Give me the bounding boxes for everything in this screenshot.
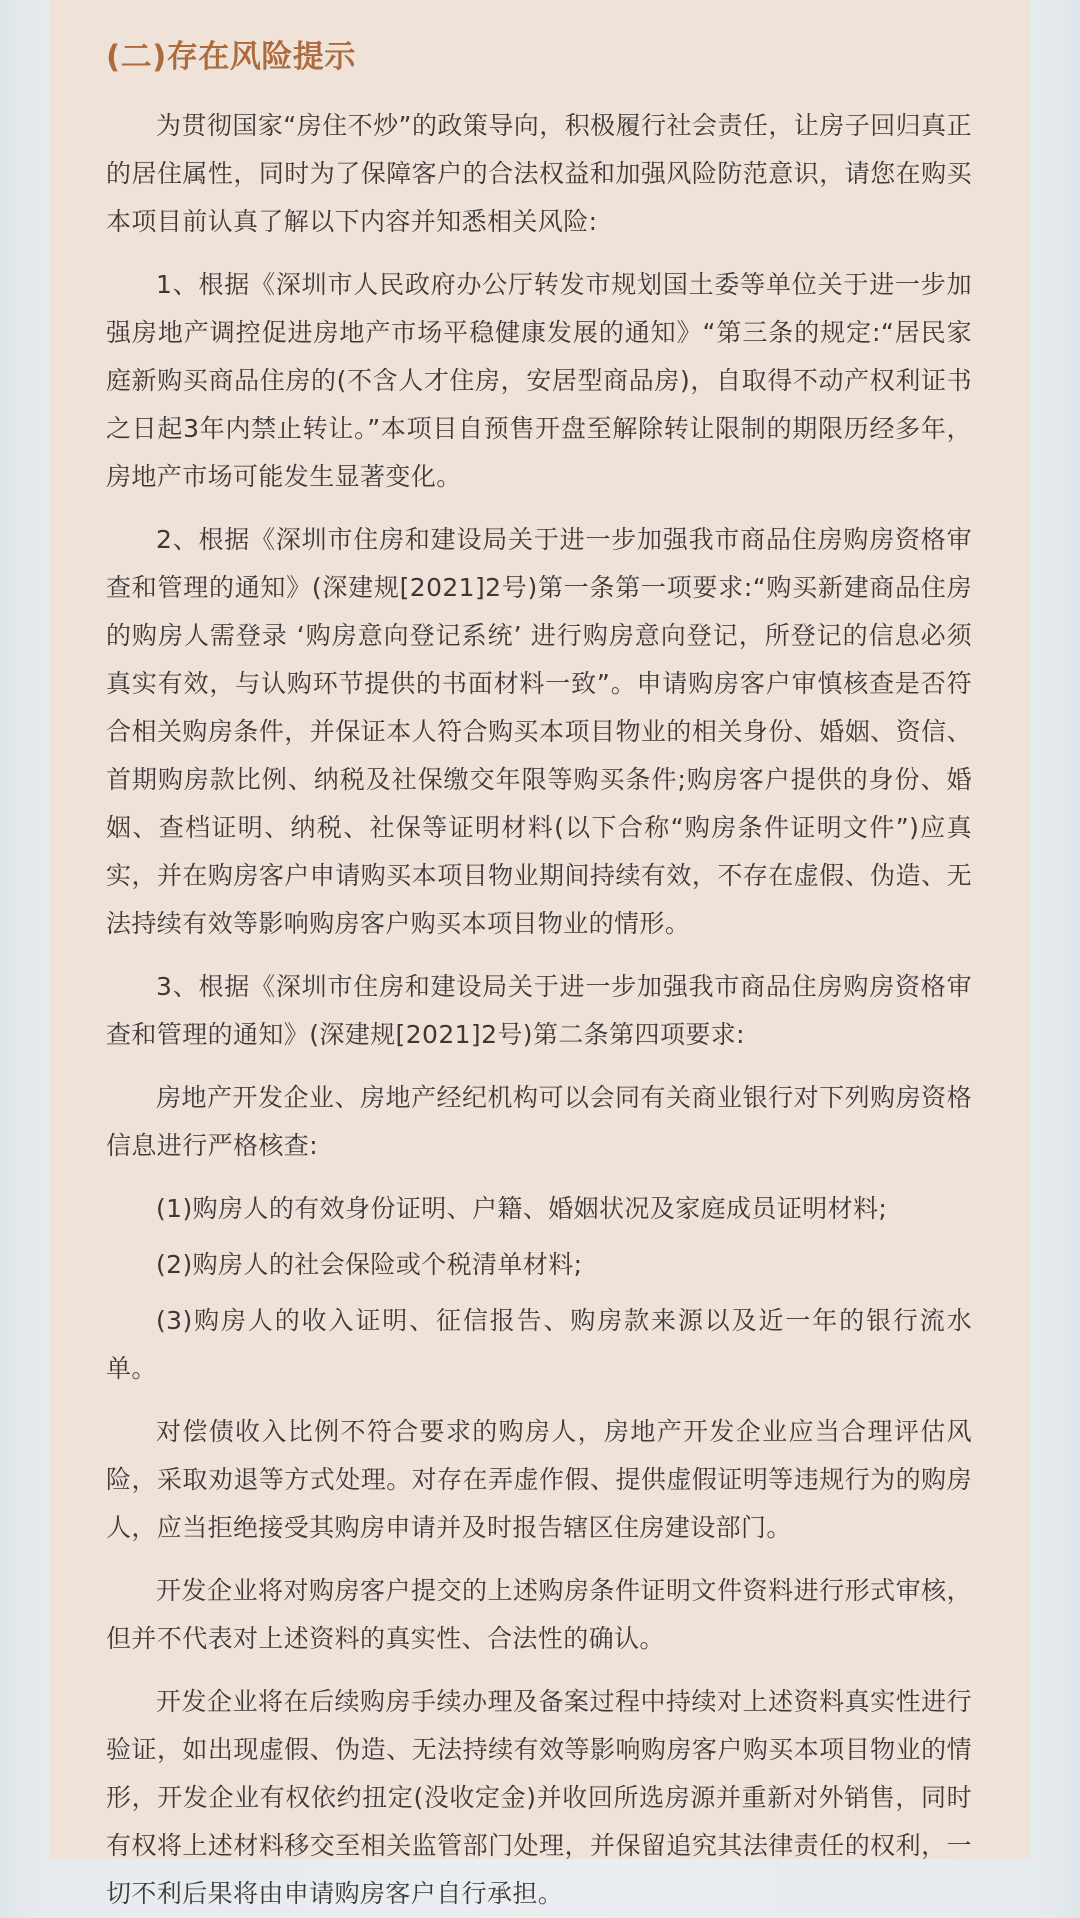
list-item-1: (1)购房人的有效身份证明、户籍、婚姻状况及家庭成员证明材料; xyxy=(156,1194,888,1223)
list-item-2: (2)购房人的社会保险或个税清单材料; xyxy=(156,1250,583,1279)
verification-intro-paragraph: 房地产开发企业、房地产经纪机构可以会同有关商业银行对下列购房资格信息进行严格核查: xyxy=(106,1083,972,1160)
clause-1-paragraph: 1、根据《深圳市人民政府办公厅转发市规划国土委等单位关于进一步加强房地产调控促进房地产市场平稳健康发展的通知》“第三条的规定:“居民家庭新购买商品住房的(不含人才住房，安居型商品房)，自取得不动产权利证书之日起3年内禁止转让。”本项目自预售开盘至解除转让限制的期限历经多年，房地产市场可能发生显著变化。 xyxy=(106,270,972,491)
clause-2-paragraph: 2、根据《深圳市住房和建设局关于进一步加强我市商品住房购房资格审查和管理的通知》(深建规[2021]2号)第一条第一项要求:“购买新建商品住房的购房人需登录 ‘购房意向登记系统’ 进行购房意向登记，所登记的信息必须真实有效，与认购环节提供的书面材料一致”。申请购房客户审慎核查是否符合相关购房条件，并保证本人符合购买本项目物业的相关身份、婚姻、资信、首期购房款比例、纳税及社保缴交年限等购买条件;购房客户提供的身份、婚姻、查档证明、纳税、社保等证明材料(以下合称“购房条件证明文件”)应真实，并在购房客户申请购买本项目物业期间持续有效，不存在虚假、伪造、无法持续有效等影响购房客户购买本项目物业的情形。 xyxy=(106,525,972,938)
intro-paragraph: 为贯彻国家“房住不炒”的政策导向，积极履行社会责任，让房子回归真正的居住属性，同时为了保障客户的合法权益和加强风险防范意识，请您在购买本项目前认真了解以下内容并知悉相关风险: xyxy=(106,111,972,236)
list-item-3: (3)购房人的收入证明、征信报告、购房款来源以及近一年的银行流水单。 xyxy=(106,1306,972,1383)
section-title: (二)存在风险提示 xyxy=(106,39,356,75)
content-panel xyxy=(50,0,1030,1908)
debt-ratio-paragraph: 对偿债收入比例不符合要求的购房人，房地产开发企业应当合理评估风险，采取劝退等方式处理。对存在弄虚作假、提供虚假证明等违规行为的购房人，应当拒绝接受其购房申请并及时报告辖区住房建设部门。 xyxy=(106,1417,972,1542)
formal-review-paragraph: 开发企业将对购房客户提交的上述购房条件证明文件资料进行形式审核，但并不代表对上述资料的真实性、合法性的确认。 xyxy=(106,1576,972,1653)
clause-3-paragraph: 3、根据《深圳市住房和建设局关于进一步加强我市商品住房购房资格审查和管理的通知》(深建规[2021]2号)第二条第四项要求: xyxy=(106,972,972,1049)
ongoing-verification-paragraph: 开发企业将在后续购房手续办理及备案过程中持续对上述资料真实性进行验证，如出现虚假、伪造、无法持续有效等影响购房客户购买本项目物业的情形，开发企业有权依约扭定(没收定金)并收回所选房源并重新对外销售，同时有权将上述材料移交至相关监管部门处理，并保留追究其法律责任的权利，一切不利后果将由申请购房客户自行承担。 xyxy=(106,1687,972,1908)
